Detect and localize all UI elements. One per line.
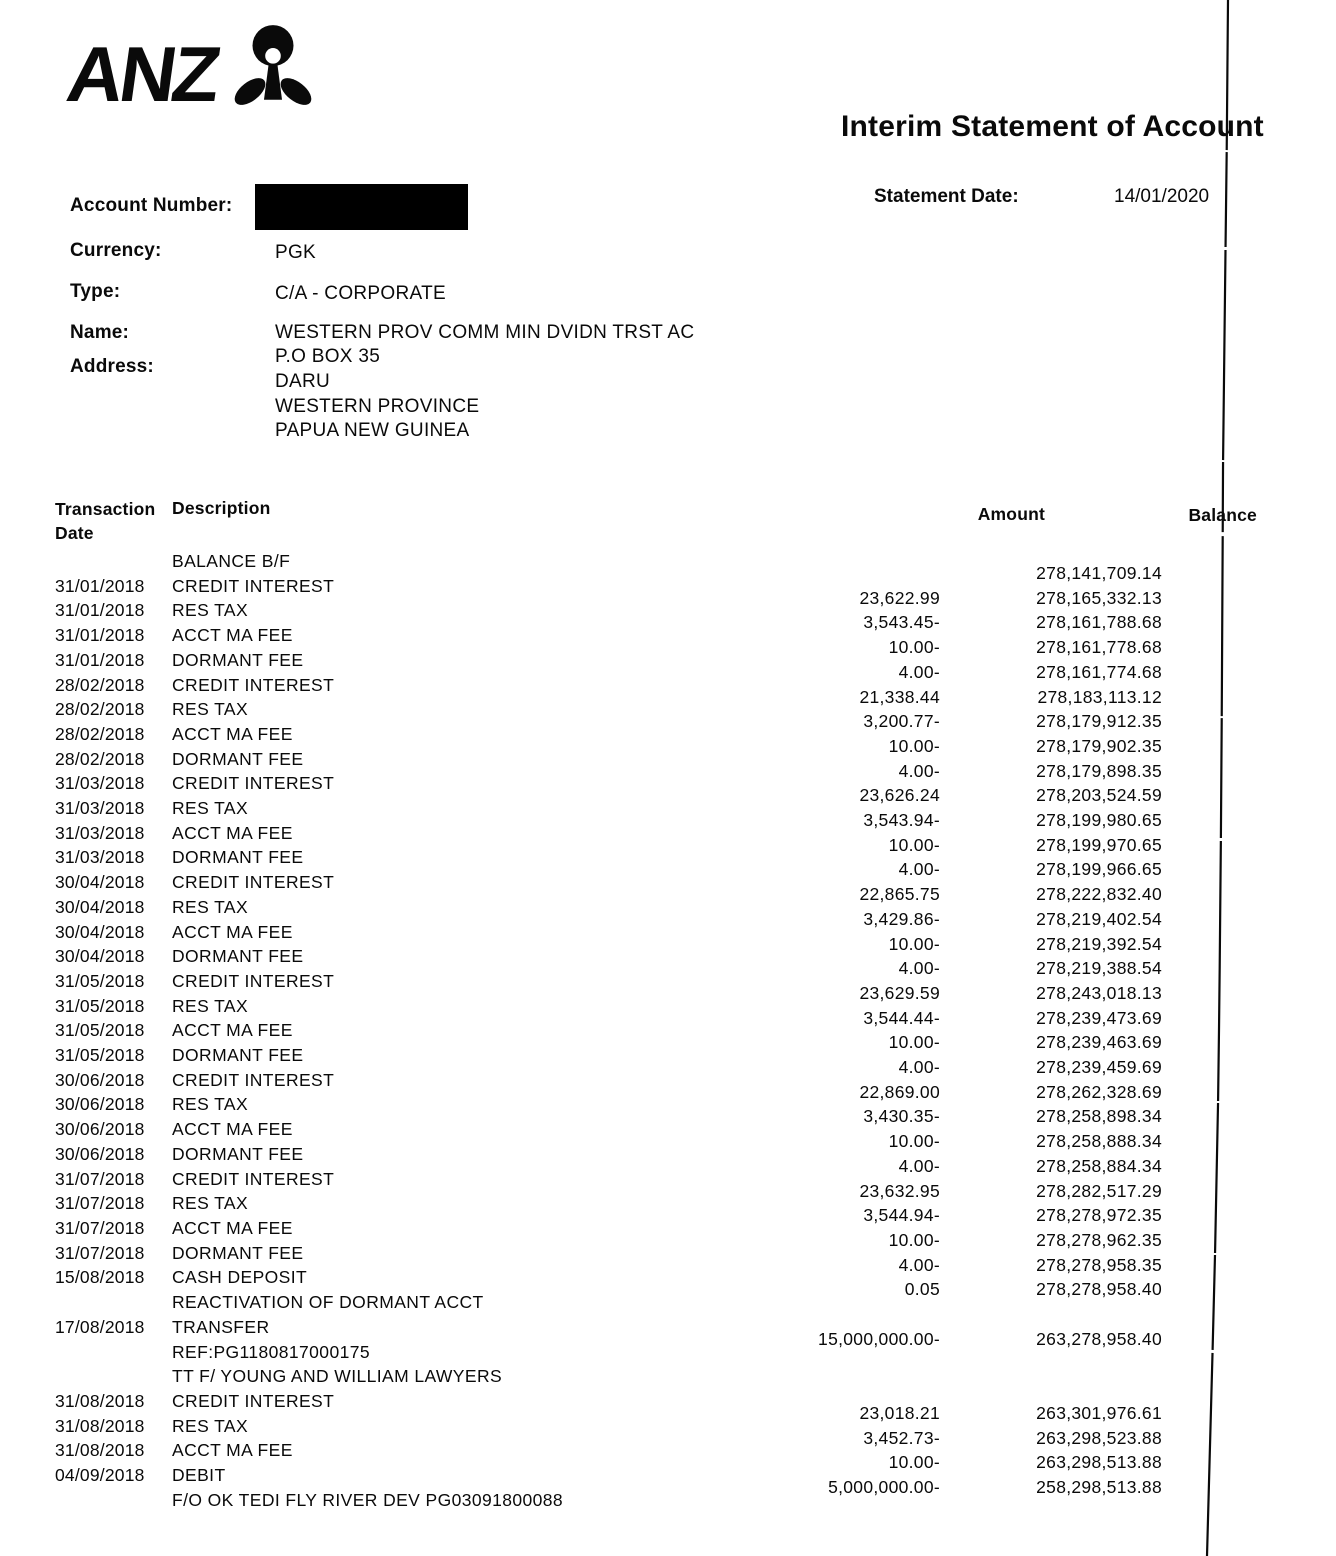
transaction-description	[172, 648, 755, 673]
description-line: TRANSFER	[172, 1316, 270, 1337]
transaction-balance: 278,183,113.12	[1037, 686, 1162, 707]
transaction-balance: 278,199,966.65	[1036, 859, 1162, 880]
transaction-amount: 4.00-	[898, 958, 940, 979]
transaction-balance: 278,199,970.65	[1036, 834, 1162, 855]
description-line: CREDIT INTEREST	[172, 674, 335, 695]
transaction-balance: 263,298,513.88	[1036, 1452, 1162, 1473]
transaction-balance: 278,165,332.13	[1036, 587, 1162, 608]
description-line: CREDIT INTEREST	[172, 773, 335, 794]
description-line: DORMANT FEE	[172, 946, 304, 967]
description-line: DEBIT	[172, 1465, 226, 1486]
transaction-date: 30/04/2018	[55, 921, 145, 942]
transaction-amount: 10.00-	[888, 735, 940, 756]
transaction-amount: 3,544.44-	[863, 1007, 940, 1028]
description-line: DORMANT FEE	[172, 1045, 304, 1066]
statement-date-label: Statement Date:	[874, 186, 1019, 207]
description-line: ACCT MA FEE	[172, 1020, 293, 1041]
transaction-amount: 3,543.45-	[863, 612, 940, 633]
transaction-amount: 10.00-	[888, 1032, 940, 1053]
transaction-date: 30/04/2018	[55, 872, 145, 893]
transaction-date: 17/08/2018	[55, 1316, 145, 1337]
transaction-balance: 278,203,524.59	[1036, 785, 1162, 806]
transaction-description	[172, 1463, 755, 1512]
currency-label: Currency:	[70, 240, 162, 261]
transaction-date: 31/01/2018	[55, 649, 145, 670]
address-label: Address:	[70, 356, 154, 377]
column-header-description: Description	[172, 498, 271, 518]
description-line: ACCT MA FEE	[172, 723, 293, 744]
address-value	[275, 346, 479, 445]
account-number-label: Account Number:	[70, 195, 233, 216]
statement-date-value: 14/01/2020	[1114, 186, 1210, 207]
description-line: DORMANT FEE	[172, 1242, 304, 1263]
transaction-balance: 278,219,392.54	[1036, 933, 1162, 954]
transaction-amount: 21,338.44	[859, 686, 940, 707]
description-line: DORMANT FEE	[172, 1143, 304, 1164]
transaction-balance: 278,278,962.35	[1036, 1229, 1162, 1250]
transaction-description	[172, 549, 755, 574]
transaction-description	[172, 994, 755, 1019]
transaction-description	[172, 796, 755, 821]
transaction-date: 31/07/2018	[55, 1168, 145, 1189]
transaction-balance: 278,258,884.34	[1036, 1155, 1162, 1176]
description-line: RES TAX	[172, 1094, 249, 1115]
transaction-amount: 3,429.86-	[863, 908, 940, 929]
transaction-description	[172, 1414, 755, 1439]
description-line: CREDIT INTEREST	[172, 575, 335, 596]
transaction-balance: 278,222,832.40	[1036, 884, 1162, 905]
account-number-redaction	[255, 184, 468, 230]
description-line: ACCT MA FEE	[172, 1440, 293, 1461]
transaction-date: 28/02/2018	[55, 699, 145, 720]
transaction-description	[172, 574, 755, 599]
transaction-amount: 23,626.24	[859, 785, 940, 806]
description-line: CREDIT INTEREST	[172, 1168, 335, 1189]
description-line: ACCT MA FEE	[172, 822, 293, 843]
transaction-date: 28/02/2018	[55, 723, 145, 744]
anz-person-icon	[232, 24, 314, 123]
transaction-description	[172, 1265, 755, 1314]
address-line: P.O BOX 35	[275, 346, 381, 367]
transaction-amount: 10.00-	[888, 637, 940, 658]
description-line: CREDIT INTEREST	[172, 1069, 335, 1090]
transaction-balance: 278,161,774.68	[1036, 661, 1162, 682]
anz-logo-wordmark: ANZ	[61, 30, 223, 118]
transaction-description	[172, 1142, 755, 1167]
description-line: RES TAX	[172, 699, 249, 720]
description-line: RES TAX	[172, 600, 249, 621]
description-line: ACCT MA FEE	[172, 1119, 293, 1140]
transaction-date: 31/01/2018	[55, 625, 145, 646]
transaction-balance: 278,239,459.69	[1036, 1057, 1162, 1078]
transaction-date: 31/07/2018	[55, 1242, 145, 1263]
type-label: Type:	[70, 281, 121, 302]
transaction-amount: 5,000,000.00-	[828, 1477, 940, 1498]
transaction-balance: 278,258,898.34	[1036, 1106, 1162, 1127]
transaction-description	[172, 1389, 755, 1414]
transaction-description	[172, 1117, 755, 1142]
transaction-amount: 10.00-	[888, 834, 940, 855]
transaction-amount: 15,000,000.00-	[818, 1328, 940, 1349]
transaction-amount: 3,452.73-	[863, 1427, 940, 1448]
transaction-description	[172, 697, 755, 722]
address-line: DARU	[275, 370, 331, 392]
table-row	[55, 549, 1262, 583]
transaction-balance: 278,161,788.68	[1036, 612, 1162, 633]
transaction-amount: 4.00-	[898, 760, 940, 781]
description-line: RES TAX	[172, 1415, 249, 1436]
transaction-amount: 3,200.77-	[863, 711, 940, 732]
transaction-description	[172, 821, 755, 846]
transaction-date: 31/03/2018	[55, 773, 145, 794]
transaction-balance: 278,278,972.35	[1036, 1205, 1162, 1226]
transaction-date: 30/06/2018	[55, 1143, 145, 1164]
description-line: REF:PG1180817000175	[172, 1341, 370, 1362]
transaction-amount: 4.00-	[898, 1057, 940, 1078]
transaction-amount: 3,543.94-	[863, 810, 940, 831]
transaction-date: 31/05/2018	[55, 995, 145, 1016]
transaction-description	[172, 1216, 755, 1241]
transaction-date: 31/01/2018	[55, 600, 145, 621]
transaction-date: 28/02/2018	[55, 674, 145, 695]
transaction-balance: 278,258,888.34	[1036, 1131, 1162, 1152]
transaction-date: 30/06/2018	[55, 1119, 145, 1140]
description-line: DORMANT FEE	[172, 649, 304, 670]
description-line: CREDIT INTEREST	[172, 872, 335, 893]
transaction-balance: 263,301,976.61	[1036, 1402, 1162, 1423]
transaction-description	[172, 895, 755, 920]
transaction-balance: 278,199,980.65	[1036, 810, 1162, 831]
transaction-amount: 23,629.59	[859, 982, 940, 1003]
transaction-balance: 278,219,402.54	[1036, 908, 1162, 929]
description-line: CREDIT INTEREST	[172, 970, 335, 991]
transaction-amount: 4.00-	[898, 1254, 940, 1275]
transaction-balance: 263,298,523.88	[1036, 1427, 1162, 1448]
transaction-date: 31/05/2018	[55, 1045, 145, 1066]
transaction-amount: 3,544.94-	[863, 1205, 940, 1226]
description-line: TT F/ YOUNG AND WILLIAM LAWYERS	[172, 1366, 503, 1387]
transaction-balance: 278,179,902.35	[1036, 735, 1162, 756]
transaction-description	[172, 1043, 755, 1068]
transaction-description	[172, 673, 755, 698]
transaction-description	[172, 1241, 755, 1266]
transaction-description	[172, 1315, 755, 1389]
transaction-amount: 23,632.95	[859, 1180, 940, 1201]
transaction-date: 31/05/2018	[55, 970, 145, 991]
transaction-date: 30/06/2018	[55, 1069, 145, 1090]
description-line: RES TAX	[172, 896, 249, 917]
transaction-amount	[755, 561, 940, 586]
description-line: ACCT MA FEE	[172, 625, 293, 646]
transaction-amount: 10.00-	[888, 1131, 940, 1152]
transaction-balance: 278,141,709.14	[1036, 563, 1162, 583]
transaction-balance: 258,298,513.88	[1036, 1477, 1162, 1498]
transaction-balance: 278,262,328.69	[1036, 1081, 1162, 1102]
transaction-balance: 278,161,778.68	[1036, 637, 1162, 658]
transaction-amount: 10.00-	[888, 933, 940, 954]
transaction-balance: 278,179,912.35	[1036, 711, 1162, 732]
description-line: RES TAX	[172, 798, 249, 819]
column-header-amount: Amount	[977, 504, 1045, 524]
transaction-description	[172, 747, 755, 772]
transaction-description	[172, 1092, 755, 1117]
description-line: ACCT MA FEE	[172, 921, 293, 942]
column-header-transaction-date: Transaction Date	[55, 499, 156, 543]
transaction-date	[55, 549, 172, 574]
transaction-balance: 278,282,517.29	[1036, 1180, 1162, 1201]
transaction-date: 30/04/2018	[55, 896, 145, 917]
transaction-balance: 278,239,463.69	[1036, 1032, 1162, 1053]
description-line: DORMANT FEE	[172, 847, 304, 868]
transaction-balance: 278,219,388.54	[1036, 958, 1162, 979]
transaction-balance: 278,278,958.40	[1036, 1279, 1162, 1300]
transaction-description	[172, 1438, 755, 1463]
description-line: ACCT MA FEE	[172, 1217, 293, 1238]
transaction-amount: 3,430.35-	[863, 1106, 940, 1127]
transaction-description	[172, 722, 755, 747]
transaction-balance: 278,278,958.35	[1036, 1254, 1162, 1275]
transaction-rows	[55, 549, 1262, 1512]
description-line: REACTIVATION OF DORMANT ACCT	[172, 1292, 484, 1313]
transaction-date: 15/08/2018	[55, 1267, 145, 1288]
transaction-date: 31/03/2018	[55, 822, 145, 843]
name-label: Name:	[70, 322, 130, 343]
transaction-amount: 23,622.99	[859, 587, 940, 608]
description-line: DORMANT FEE	[172, 748, 304, 769]
description-line: F/O OK TEDI FLY RIVER DEV PG03091800088	[172, 1489, 564, 1510]
transaction-description	[172, 944, 755, 969]
transaction-amount: 22,865.75	[859, 884, 940, 905]
transaction-description	[172, 870, 755, 895]
type-value: C/A - CORPORATE	[275, 283, 446, 304]
description-line: CREDIT INTEREST	[172, 1390, 335, 1411]
transaction-amount: 0.05	[904, 1279, 940, 1300]
transaction-date: 31/01/2018	[55, 575, 145, 596]
transaction-amount: 22,869.00	[859, 1081, 940, 1102]
transaction-balance: 263,278,958.40	[1036, 1328, 1162, 1349]
transaction-description	[172, 1068, 755, 1093]
transaction-date: 31/08/2018	[55, 1440, 145, 1461]
transaction-description	[172, 920, 755, 945]
transaction-description	[172, 1018, 755, 1043]
transaction-description	[172, 623, 755, 648]
transaction-date: 31/05/2018	[55, 1020, 145, 1041]
description-line: CASH DEPOSIT	[172, 1267, 308, 1288]
transaction-date: 31/03/2018	[55, 798, 145, 819]
address-line: PAPUA NEW GUINEA	[275, 420, 470, 442]
transaction-balance: 278,239,473.69	[1036, 1007, 1162, 1028]
page-title: Interim Statement of Account	[841, 110, 1264, 143]
currency-value: PGK	[275, 242, 317, 263]
transaction-amount: 4.00-	[898, 1155, 940, 1176]
name-value: WESTERN PROV COMM MIN DVIDN TRST AC	[275, 322, 695, 343]
transaction-date: 30/06/2018	[55, 1094, 145, 1115]
transaction-description	[172, 845, 755, 870]
transaction-description	[172, 771, 755, 796]
transaction-date: 31/03/2018	[55, 847, 145, 868]
transaction-date: 04/09/2018	[55, 1465, 145, 1486]
transaction-date: 31/07/2018	[55, 1217, 145, 1238]
description-line: BALANCE B/F	[172, 551, 291, 571]
column-header-balance: Balance	[1188, 505, 1257, 525]
transaction-description	[172, 969, 755, 994]
transaction-amount: 10.00-	[888, 1229, 940, 1250]
transaction-balance: 278,179,898.35	[1036, 760, 1162, 781]
transaction-date: 31/07/2018	[55, 1193, 145, 1214]
transaction-amount: 10.00-	[888, 1452, 940, 1473]
transaction-date: 28/02/2018	[55, 748, 145, 769]
description-line: RES TAX	[172, 995, 249, 1016]
transaction-amount: 23,018.21	[859, 1402, 940, 1423]
transaction-description	[172, 1191, 755, 1216]
transaction-date: 31/08/2018	[55, 1390, 145, 1411]
description-line: RES TAX	[172, 1193, 249, 1214]
transaction-date: 30/04/2018	[55, 946, 145, 967]
address-line: WESTERN PROVINCE	[275, 395, 480, 417]
transaction-description	[172, 1167, 755, 1192]
transaction-description	[172, 598, 755, 623]
transaction-amount: 4.00-	[898, 859, 940, 880]
transaction-date: 31/08/2018	[55, 1415, 145, 1436]
table-row	[55, 1315, 1262, 1389]
transaction-balance: 278,243,018.13	[1036, 982, 1162, 1003]
transaction-amount: 4.00-	[898, 661, 940, 682]
